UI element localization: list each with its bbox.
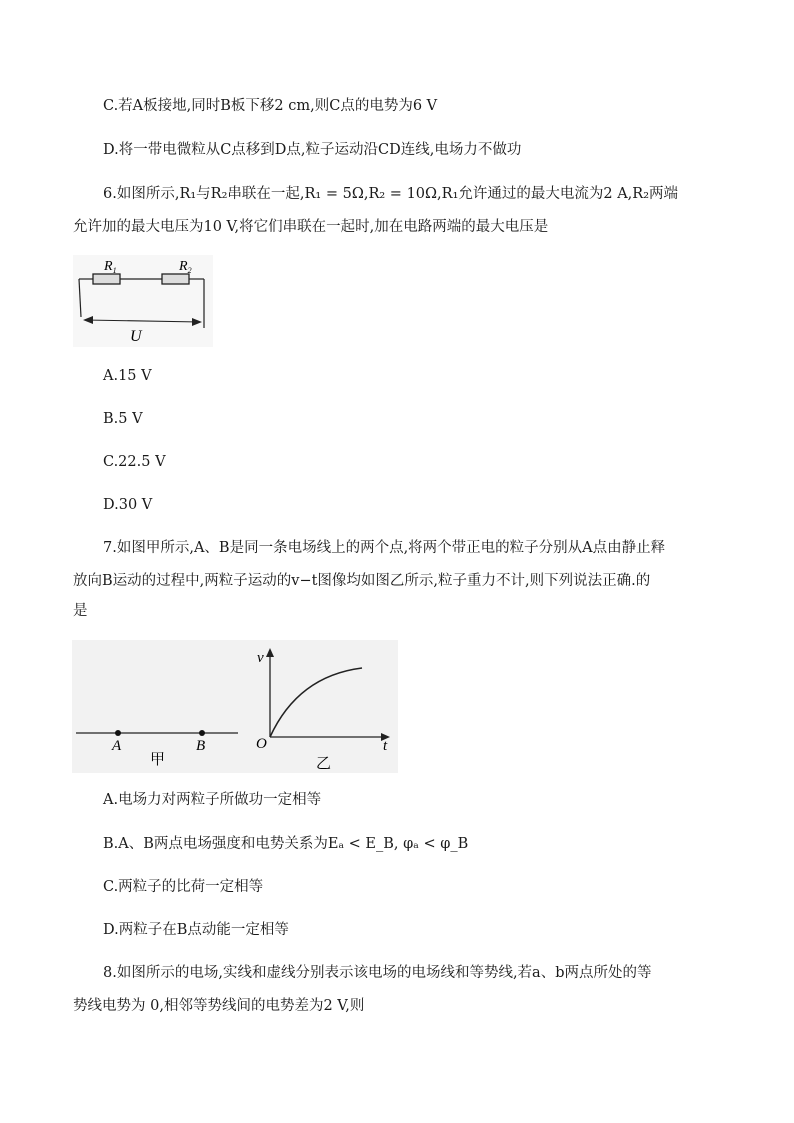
q7-option-a: A.电场力对两粒子所做功一定相等 <box>103 792 322 808</box>
point-b-dot <box>199 730 205 736</box>
q7-option-b: B.A、B两点电场强度和电势关系为Eₐ < E_B, φₐ < φ_B <box>103 836 469 852</box>
q6-option-b: B.5 V <box>103 411 143 427</box>
q7-option-d: D.两粒子在B点动能一定相等 <box>103 922 289 938</box>
r1-label: $R_1$ <box>104 259 117 275</box>
point-b-label: B <box>196 738 206 754</box>
q7-stem-line-2: 放向B运动的过程中,两粒子运动的v−t图像均如图乙所示,粒子重力不计,则下列说法正确.的 <box>73 573 651 589</box>
q7-stem-line-1: 7.如图甲所示,A、B是同一条电场线上的两个点,将两个带正电的粒子分别从A点由静止释 <box>103 540 666 556</box>
resistor-r2-icon <box>162 274 189 284</box>
point-a-dot <box>115 730 121 736</box>
q6-circuit-figure <box>73 255 213 347</box>
origin-label: O <box>256 736 267 752</box>
point-a-label: A <box>112 738 122 754</box>
figure-jia-label: 甲 <box>150 752 166 768</box>
q6-stem-line-2: 允许加的最大电压为10 V,将它们串联在一起时,加在电路两端的最大电压是 <box>73 219 549 235</box>
q8-stem-line-1: 8.如图所示的电场,实线和虚线分别表示该电场的电场线和等势线,若a、b两点所处的等 <box>103 965 652 981</box>
q7-figure <box>72 640 398 773</box>
q8-stem-line-2: 势线电势为 0,相邻等势线间的电势差为2 V,则 <box>73 998 365 1014</box>
q5-option-d: D.将一带电微粒从C点移到D点,粒子运动沿CD连线,电场力不做功 <box>103 142 522 158</box>
u-label: U <box>130 328 142 345</box>
figure-yi-label: 乙 <box>316 756 332 772</box>
q7-option-c: C.两粒子的比荷一定相等 <box>103 879 264 895</box>
t-axis-label: t <box>383 738 388 754</box>
q5-option-c: C.若A板接地,同时B板下移2 cm,则C点的电势为6 V <box>103 98 438 114</box>
q6-option-d: D.30 V <box>103 497 153 513</box>
resistor-r1-icon <box>93 274 120 284</box>
q7-stem-line-3: 是 <box>73 603 88 619</box>
r2-label: $R_2$ <box>179 259 192 275</box>
q6-option-c: C.22.5 V <box>103 454 166 470</box>
v-axis-label: v <box>257 650 264 666</box>
q6-option-a: A.15 V <box>103 368 152 384</box>
q6-stem-line-1: 6.如图所示,R₁与R₂串联在一起,R₁ = 5Ω,R₂ = 10Ω,R₁允许通过的最大电流为2 A,R₂两端 <box>103 186 679 202</box>
